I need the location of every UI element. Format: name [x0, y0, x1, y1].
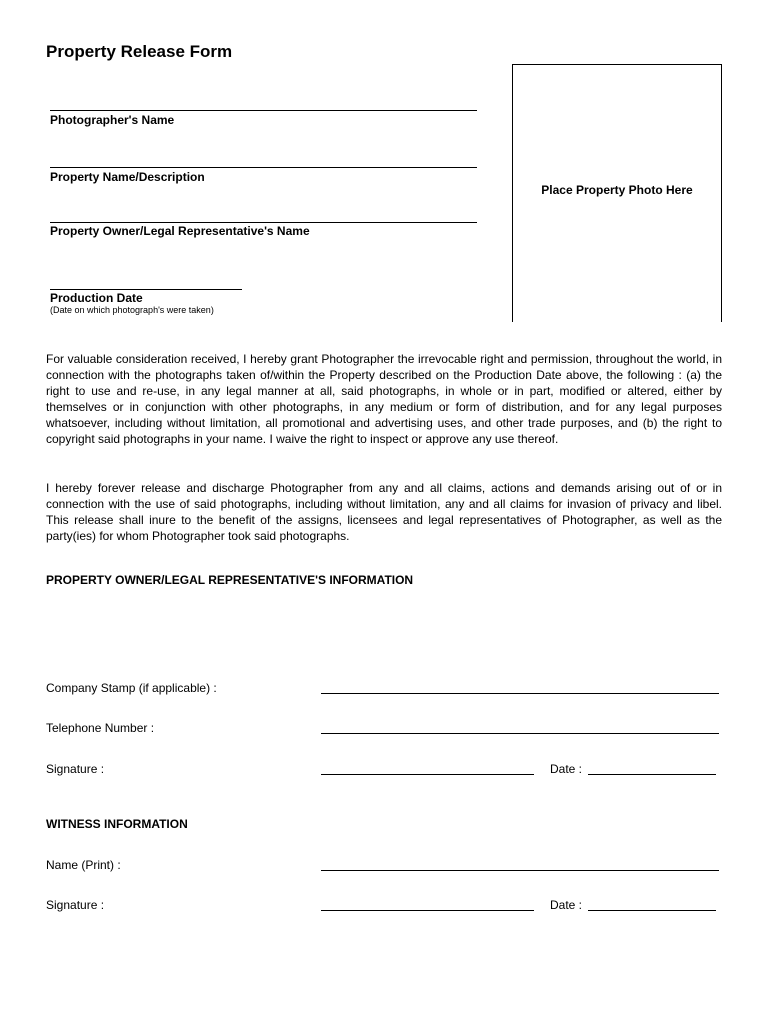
owner-signature-line[interactable] [321, 774, 534, 775]
company-stamp-label: Company Stamp (if applicable) : [46, 681, 217, 695]
photographer-name-label: Photographer's Name [50, 113, 175, 127]
photographer-name-line[interactable] [50, 110, 477, 111]
production-date-note: (Date on which photograph's were taken) [50, 305, 214, 315]
witness-signature-line[interactable] [321, 910, 534, 911]
property-name-label: Property Name/Description [50, 170, 205, 184]
owner-signature-label: Signature : [46, 762, 105, 776]
witness-signature-label: Signature : [46, 898, 105, 912]
owner-date-line[interactable] [588, 774, 716, 775]
grant-paragraph: For valuable consideration received, I hereby grant Photographer the irrevocable right and permission, throughout the world, in connection with the photographs taken of/within the Property described on the Production Date above, the following : (a) the right to use and re-use, in any legal manner at all, said photographs, in whole or in part, modified or altered, either by themselves or in conjunction with other photographs, in any medium or form of distribution, and for any legal purposes whatsoever, including without limitation, all promotional and advertising uses, and other trade purposes, and (b) the right to copyright said photographs in your name. I waive the right to inspect or approve any use thereof. [46, 352, 722, 446]
photo-placeholder-box [512, 64, 722, 322]
witness-name-line[interactable] [321, 870, 719, 871]
property-name-line[interactable] [50, 167, 477, 168]
witness-date-line[interactable] [588, 910, 716, 911]
photo-placeholder-label: Place Property Photo Here [541, 183, 693, 197]
release-paragraph: I hereby forever release and discharge Photographer from any and all claims, actions and demands arising out of or in connection with the use of said photographs, including without limitation, any and all claims for invasion of privacy and libel. This release shall inure to the benefit of the assigns, licensees and legal representatives of Photographer, as well as the party(ies) for whom Photographer took said photographs. [46, 481, 722, 543]
production-date-label: Production Date [50, 291, 143, 305]
form-title: Property Release Form [46, 42, 233, 61]
owner-name-label: Property Owner/Legal Representative's Name [50, 224, 310, 238]
owner-section-heading: PROPERTY OWNER/LEGAL REPRESENTATIVE'S INFORMATION [46, 573, 414, 587]
telephone-line[interactable] [321, 733, 719, 734]
company-stamp-line[interactable] [321, 693, 719, 694]
telephone-label: Telephone Number : [46, 721, 155, 735]
witness-date-label: Date : [550, 898, 583, 912]
production-date-line[interactable] [50, 289, 242, 290]
owner-name-line[interactable] [50, 222, 477, 223]
witness-name-label: Name (Print) : [46, 858, 121, 872]
witness-section-heading: WITNESS INFORMATION [46, 817, 188, 831]
owner-date-label: Date : [550, 762, 583, 776]
